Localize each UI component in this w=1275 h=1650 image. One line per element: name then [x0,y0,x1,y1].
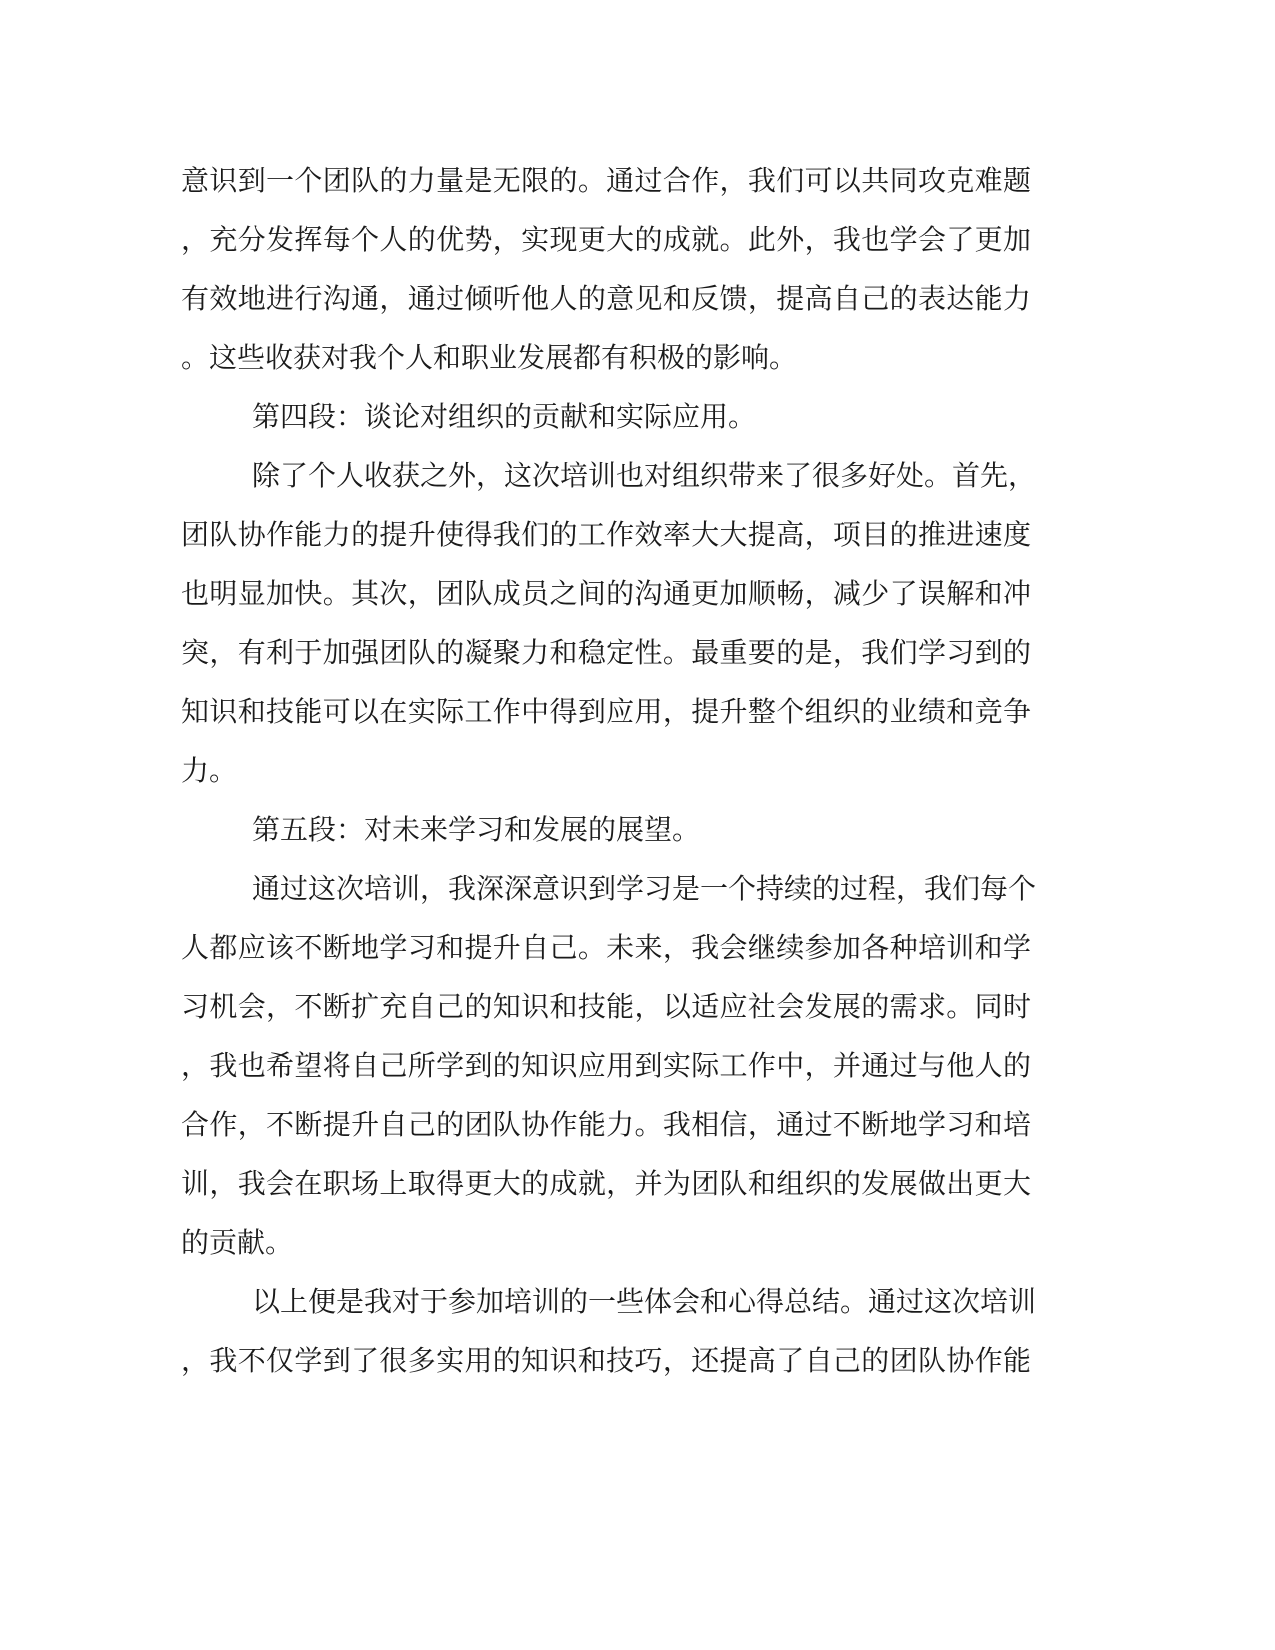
text-line: 习机会，不断扩充自己的知识和技能，以适应社会发展的需求。同时 [181,990,1031,1023]
text-line: 力。 [181,754,238,787]
text-line: 突，有利于加强团队的凝聚力和稳定性。最重要的是，我们学习到的 [181,636,1031,669]
text-line: 合作，不断提升自己的团队协作能力。我相信，通过不断地学习和培 [181,1108,1031,1141]
text-line: ，我不仅学到了很多实用的知识和技巧，还提高了自己的团队协作能 [181,1344,1031,1377]
text-line: 也明显加快。其次，团队成员之间的沟通更加顺畅，减少了误解和冲 [181,577,1031,610]
text-line: 通过这次培训，我深深意识到学习是一个持续的过程，我们每个 [252,872,1037,905]
text-line: 。这些收获对我个人和职业发展都有积极的影响。 [181,341,798,374]
text-line: 知识和技能可以在实际工作中得到应用，提升整个组织的业绩和竞争 [181,695,1031,728]
text-line: 团队协作能力的提升使得我们的工作效率大大提高，项目的推进速度 [181,518,1031,551]
text-line: 训，我会在职场上取得更大的成就，并为团队和组织的发展做出更大 [181,1167,1031,1200]
section-heading-5: 第五段：对未来学习和发展的展望。 [252,813,701,846]
text-line: 意识到一个团队的力量是无限的。通过合作，我们可以共同攻克难题 [181,164,1031,197]
text-line: ，我也希望将自己所学到的知识应用到实际工作中，并通过与他人的 [181,1049,1031,1082]
text-line: 除了个人收获之外，这次培训也对组织带来了很多好处。首先， [252,459,1037,492]
text-line: ，充分发挥每个人的优势，实现更大的成就。此外，我也学会了更加 [181,223,1031,256]
text-line: 人都应该不断地学习和提升自己。未来，我会继续参加各种培训和学 [181,931,1031,964]
text-line: 以上便是我对于参加培训的一些体会和心得总结。通过这次培训 [252,1285,1037,1318]
section-heading-4: 第四段：谈论对组织的贡献和实际应用。 [252,400,757,433]
text-line: 的贡献。 [181,1226,294,1259]
text-line: 有效地进行沟通，通过倾听他人的意见和反馈，提高自己的表达能力 [181,282,1031,315]
